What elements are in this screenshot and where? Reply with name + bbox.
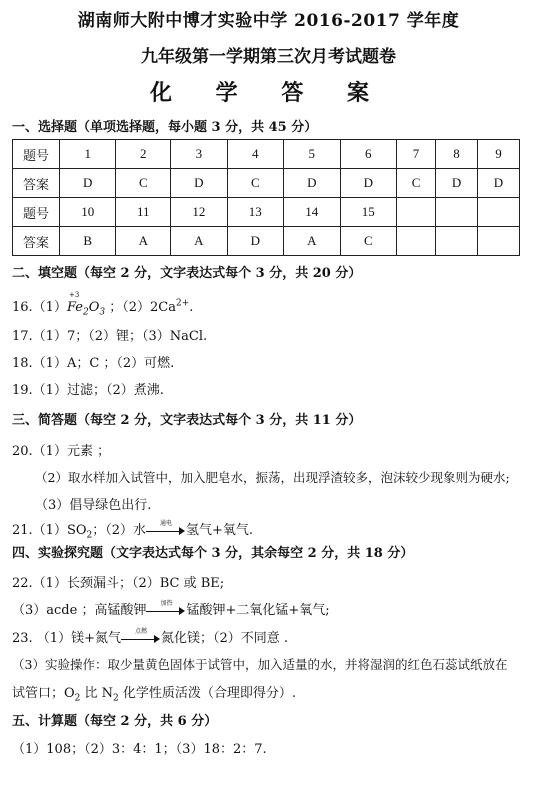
- table-cell: D: [340, 169, 396, 198]
- table-cell: D: [436, 169, 478, 198]
- subject-title: 化 学 答 案: [150, 80, 387, 106]
- reaction-arrow: [146, 519, 186, 538]
- q16-formula: [66, 291, 106, 318]
- q16-mid: ；（2）2Ca: [109, 300, 176, 315]
- q21-prefix: 21.（1）SO: [12, 523, 87, 538]
- q23-line1: [12, 627, 288, 646]
- table-cell: 12: [171, 198, 227, 227]
- q21-mid: ；（2）水: [92, 523, 147, 538]
- q20-line3: （3）倡导绿色出行.: [35, 498, 152, 513]
- table-cell: 4: [227, 140, 283, 169]
- q19-line: 19.（1）过滤；（2）煮沸.: [12, 383, 164, 398]
- row-label: 答案: [13, 169, 60, 198]
- table-cell: 9: [477, 140, 519, 169]
- table-cell: D: [171, 169, 227, 198]
- q18-line: 18.（1）A；C ；（2）可燃.: [12, 356, 175, 371]
- table-cell: C: [227, 169, 283, 198]
- table-row: [13, 169, 520, 198]
- q20-line1: 20.（1）元素 ；: [12, 444, 111, 459]
- table-cell: 6: [340, 140, 396, 169]
- section3-title: 三、简答题（每空 2 分，文字表达式每个 3 分，共 11 分）: [12, 413, 362, 428]
- table-cell: 5: [284, 140, 340, 169]
- q16-line: [12, 291, 194, 318]
- q23c-sub2: 2: [113, 693, 119, 704]
- school-title: 湖南师大附中博才实验中学 2016-2017 学年度: [77, 11, 460, 31]
- table-cell: [477, 198, 519, 227]
- table-cell: [397, 227, 436, 256]
- table-row: [13, 198, 520, 227]
- q23-line3: [12, 682, 296, 704]
- section1-title: 一、选择题（单项选择题，每小题 3 分，共 45 分）: [12, 120, 318, 135]
- q23c-prefix: 试管口；O: [12, 686, 75, 701]
- q23-end: 氮化镁；（2）不同意 .: [160, 631, 289, 646]
- table-cell: [397, 198, 436, 227]
- q16-sup: 2+: [176, 298, 190, 309]
- table-cell: 7: [397, 140, 436, 169]
- table-cell: D: [284, 169, 340, 198]
- table-cell: 14: [284, 198, 340, 227]
- q22-line1: 22.（1）长颈漏斗；（2）BC 或 BE;: [12, 576, 225, 591]
- arrow-label: 点燃: [134, 627, 147, 635]
- table-cell: 10: [60, 198, 116, 227]
- arrow-label: 加热: [160, 599, 173, 607]
- table-cell: C: [397, 169, 436, 198]
- section2-title: 二、填空题（每空 2 分，文字表达式每个 3 分，共 20 分）: [12, 266, 362, 281]
- section4-title: 四、实验探究题（文字表达式每个 3 分，其余每空 2 分，共 18 分）: [12, 546, 414, 561]
- table-cell: 13: [227, 198, 283, 227]
- q16-fe: Fe: [66, 300, 83, 315]
- q22-end: 锰酸钾+二氧化锰+氧气;: [186, 603, 330, 618]
- q16-oxidation: +3: [68, 291, 80, 299]
- table-cell: D: [60, 169, 116, 198]
- q23c-mid: 比 N: [80, 686, 114, 701]
- reaction-arrow: [146, 599, 186, 618]
- table-cell: 8: [436, 140, 478, 169]
- q20-line2: （2）取水样加入试管中，加入肥皂水，振荡，出现浮渣较多，泡沫较少现象则为硬水;: [35, 470, 510, 485]
- table-cell: 1: [60, 140, 116, 169]
- q22-line2: [12, 599, 330, 618]
- table-cell: B: [60, 227, 116, 256]
- table-cell: A: [116, 227, 171, 256]
- table-cell: [436, 227, 478, 256]
- q21-sub: 2: [86, 530, 93, 541]
- table-cell: A: [284, 227, 340, 256]
- section5-title: 五、计算题（每空 2 分，共 6 分）: [12, 714, 218, 729]
- q17-line: 17.（1）7；（2）锂；（3）NaCl.: [12, 329, 208, 344]
- q23c-end: 化学性质活泼（合理即得分）.: [118, 686, 297, 701]
- table-cell: C: [340, 227, 396, 256]
- row-label: 答案: [13, 227, 60, 256]
- answer-table: [12, 139, 520, 256]
- table-cell: D: [477, 169, 519, 198]
- table-cell: 11: [116, 198, 171, 227]
- q23-line2: （3）实验操作：取少量黄色固体于试管中，加入适量的水，并将湿润的红色石蕊试纸放在: [12, 657, 508, 672]
- q24-line: （1）108；（2）3：4：1；（3）18：2：7.: [12, 742, 267, 757]
- q16-end: .: [189, 300, 194, 315]
- q21-line: [12, 519, 253, 541]
- table-cell: 15: [340, 198, 396, 227]
- row-label: 题号: [13, 198, 60, 227]
- row-label: 题号: [13, 140, 60, 169]
- q16-o: O: [88, 300, 100, 315]
- table-cell: 3: [171, 140, 227, 169]
- table-cell: [436, 198, 478, 227]
- table-cell: [477, 227, 519, 256]
- q23c-sub1: 2: [74, 693, 81, 704]
- reaction-arrow: [121, 627, 161, 646]
- arrow-label: 通电: [160, 519, 173, 527]
- q21-end: 氢气+氧气.: [186, 523, 254, 538]
- q16-sub2: 3: [99, 307, 106, 318]
- table-cell: 2: [116, 140, 171, 169]
- q22-prefix: （3）acde ；高锰酸钾: [12, 603, 147, 618]
- q16-prefix: 16.（1）: [12, 300, 67, 315]
- q23-prefix: 23. （1）镁+氮气: [12, 631, 121, 646]
- table-cell: C: [116, 169, 171, 198]
- q16-sub1: 2: [82, 307, 89, 318]
- exam-title: 九年级第一学期第三次月考试题卷: [141, 47, 396, 67]
- table-row: [13, 140, 520, 169]
- table-cell: D: [227, 227, 283, 256]
- table-cell: A: [171, 227, 227, 256]
- table-row: [13, 227, 520, 256]
